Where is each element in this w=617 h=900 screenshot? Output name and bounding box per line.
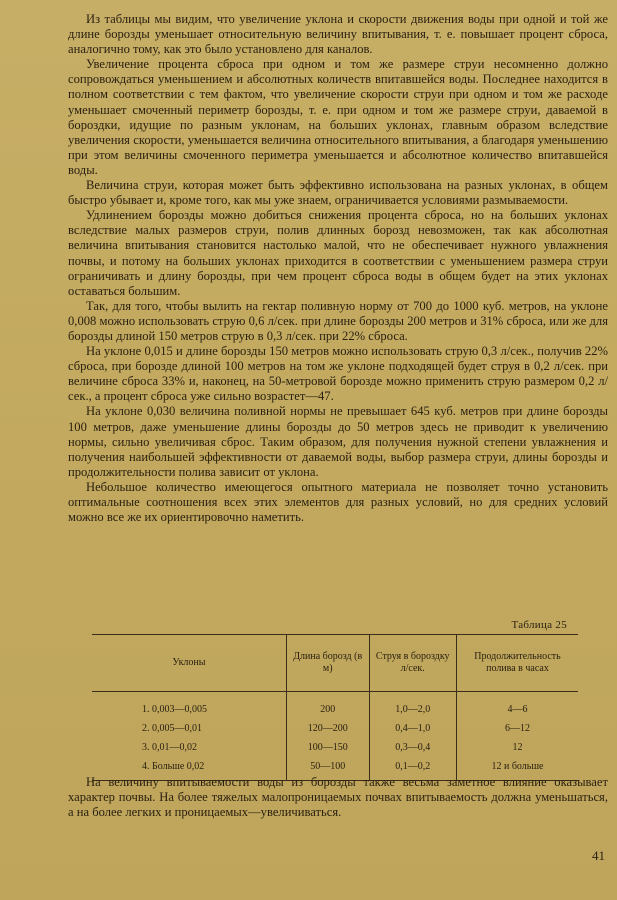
paragraph: На уклоне 0,030 величина поливной нормы не превышает 645 куб. метров при длине борозды 100 метров, даже уменьшение длины борозды до 50 метров здесь не приводит к увеличению нормы, сильно увеличивая сброс. Таким образом, для получения нужной степени увлажнения и получения наибольшей эффективности от даваемой воды, выбор размера струи, длины борозды и продолжительности полива зависит от уклона. [68,404,608,479]
header-duration: Продолжительность полива в часах [456,635,578,692]
body-text [68,12,608,525]
table-caption: Таблица 25 [511,619,567,631]
table-cell: 100—150 [286,738,369,757]
body-text-after-table [68,775,608,820]
paragraph: Удлинением борозды можно добиться снижения процента сброса, но на больших уклонах вследствие малых размеров струи, полив длинных борозд невозможен, так как абсолютная величина впитывания становится настолько малой, что не обеспечивает нужного увлажнения почвы, и потому на больших уклонах приходится в соответствии с уменьшением размера струи ограничивать и длину борозды, при чем процент сброса воды в общем будет на этих уклонах оставаться большим. [68,208,608,298]
table-cell: 1. 0,003—0,005 [142,703,207,715]
paragraph: На уклоне 0,015 и длине борозды 150 метров можно использовать струю 0,3 л/сек., получив 22% сброса, при борозде длиной 100 метров на том же уклоне подходящей будет струя в 0,2 л/сек. при величине сброса 33% и, наконец, на 50-метровой борозде можно применить струю размером 0,2 л/сек., а процент сброса уже сильно возрастет—47. [68,344,608,404]
table-row [92,692,578,720]
page-number: 41 [592,848,605,863]
paragraph: Из таблицы мы видим, что увеличение уклона и скорости движения воды при одной и той же длине борозды уменьшает относительную величину впитывания, т. е. повышает процент сброса, аналогично тому, как это было установлено для каналов. [68,12,608,57]
paragraph: Небольшое количество имеющегося опытного материала не позволяет точно установить оптимальные соотношения всех этих элементов для разных условий, но для средних условий можно все же их ориентировочно наметить. [68,479,608,525]
header-slopes: Уклоны [92,635,286,692]
table-cell: 120—200 [286,719,369,738]
table-cell: 4. Больше 0,02 [92,757,286,781]
table-header-row [92,635,578,692]
header-length: Длина борозд (в м) [286,635,369,692]
table-cell: 50—100 [286,757,369,781]
table-cell: 12 и больше [456,757,578,781]
table-cell: 0,3—0,4 [369,738,456,757]
slope-table [92,634,578,781]
paragraph: На величину впитываемости воды из борозды также весьма заметное влияние оказывает характер почвы. На более тяжелых малопроницаемых почвах впитываемость должна уменьшаться, а на более легких и проницаемых—увеличиваться. [68,775,608,820]
table-cell: 3. 0,01—0,02 [142,741,197,753]
table-cell: 200 [286,692,369,720]
table-row [92,738,578,757]
table-row [92,719,578,738]
paragraph: Так, для того, чтобы вылить на гектар поливную норму от 700 до 1000 куб. метров, на уклоне 0,008 можно использовать струю 0,6 л/сек. при длине борозды 200 метров и 31% сброса, или же для борозды длиной 150 метров струю в 0,3 л/сек. при 22% сброса. [68,298,608,343]
paragraph: Увеличение процента сброса при одном и том же размере струи несомненно должно сопровождаться уменьшением и абсолютных количеств впитавшейся воды. Последнее находится в полном соответствии с тем фактом, что увеличение скорости струи при одном и том же расходе уменьшает смоченный периметр борозды, т. е. при одном и том же размере струи, даваемой в бороздки, идущие по разным уклонам, на больших уклонах, главным образом вследствие увеличения скорости, уменьшается величина относительного впитывания, а благодаря уменьшению при этом величины смоченного периметра уменьшается и абсолютное количество впитавшейся воды. [68,57,608,177]
table-cell: 0,1—0,2 [369,757,456,781]
table-cell: 0,4—1,0 [369,719,456,738]
table-cell: 2. 0,005—0,01 [142,722,202,734]
paragraph: Величина струи, которая может быть эффективно использована на разных уклонах, в общем быстро убывает и, кроме того, как мы уже знаем, ограничивается условиями размываемости. [68,178,608,208]
header-stream: Струя в бороздку л/сек. [369,635,456,692]
table-cell: 6—12 [456,719,578,738]
table-cell: 4—6 [456,692,578,720]
table-cell: 1,0—2,0 [369,692,456,720]
table-cell: 12 [456,738,578,757]
